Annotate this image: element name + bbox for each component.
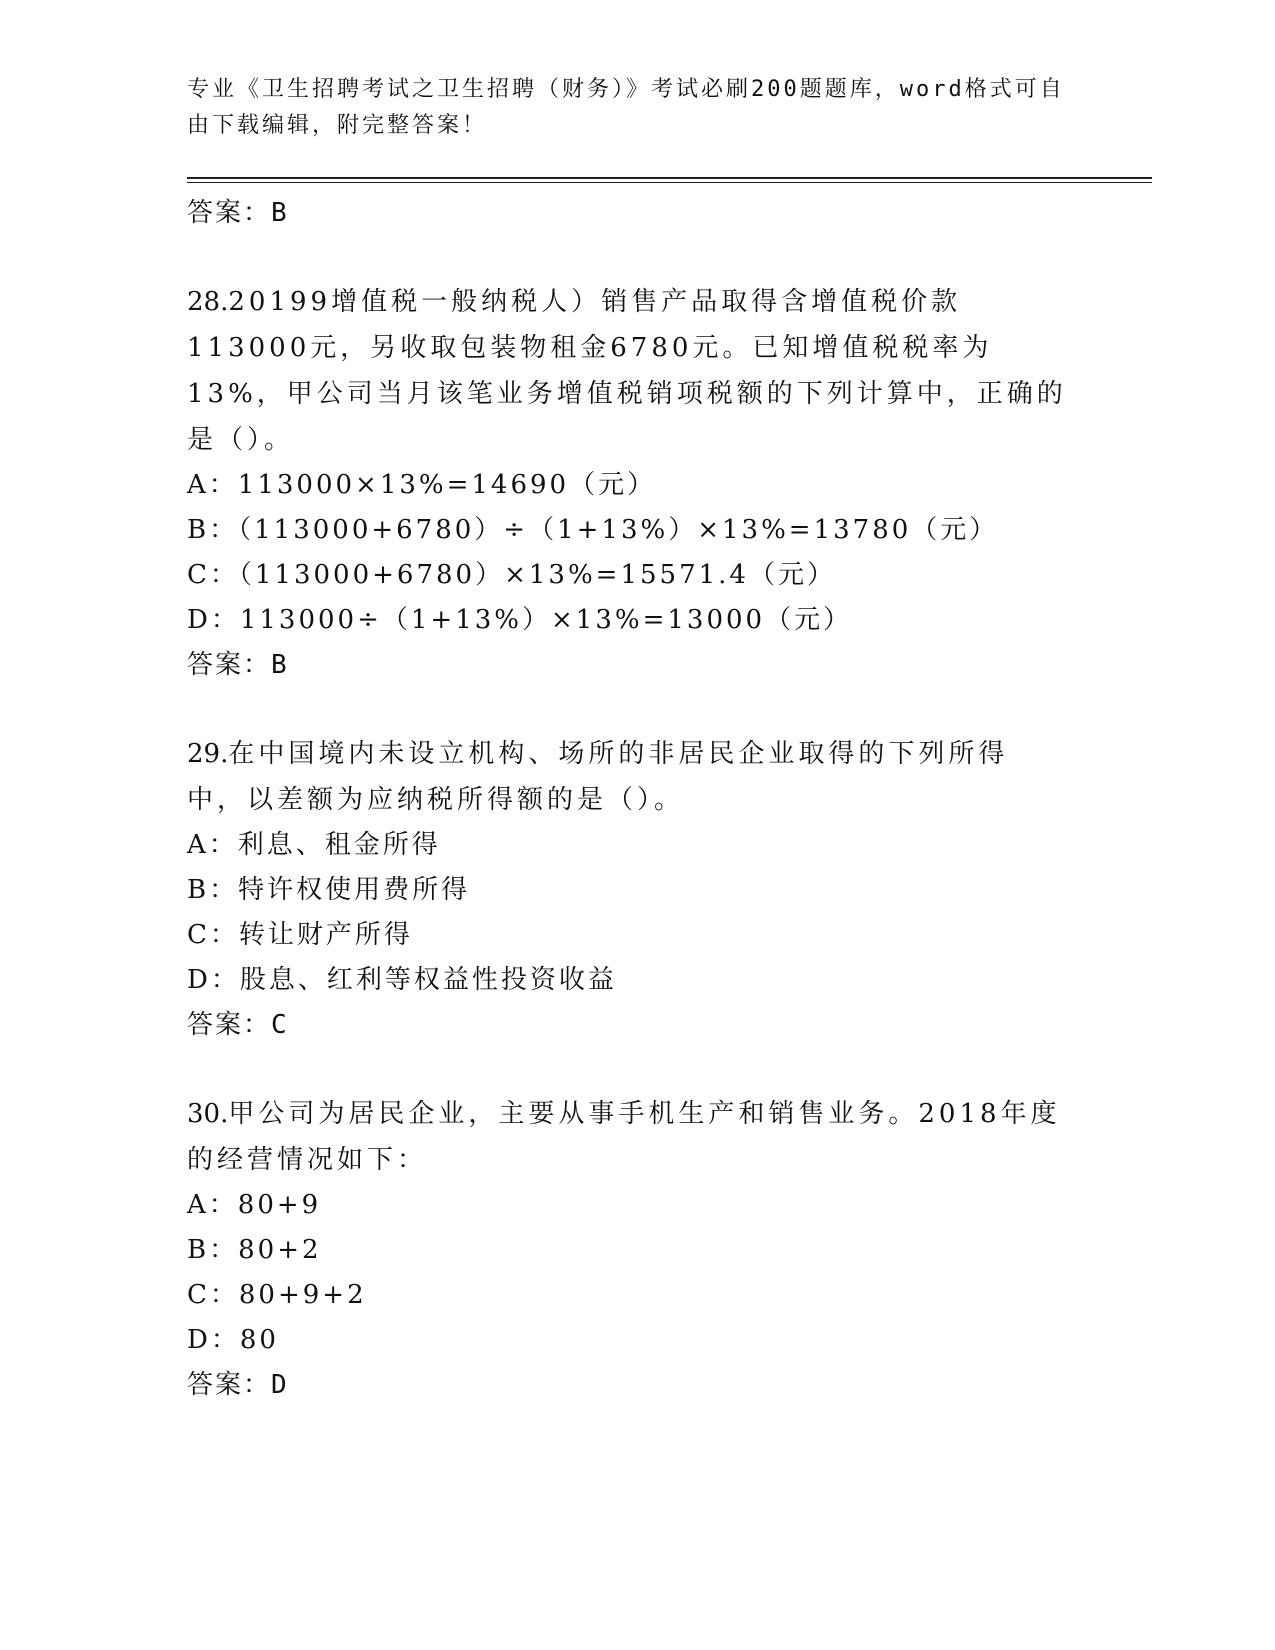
question-body: 在中国境内未设立机构、场所的非居民企业取得的下列所得中，以差额为应纳税所得额的是（）。 [187,739,1009,815]
option-a: A：113000×13%=14690（元） [187,470,657,500]
option-d: D：113000÷（1+13%）×13%=13000（元） [187,605,853,635]
question-number: 29. [187,739,229,769]
document-header [187,72,1067,144]
option-a: A：利息、租金所得 [187,830,441,860]
answer-line: 答案：B [187,650,289,680]
question-30 [187,1091,1087,1407]
option-c: C：80+9+2 [187,1280,367,1310]
answer-line: 答案：B [187,198,289,228]
question-text [187,1091,1067,1183]
header-divider-thin [187,182,1152,183]
option-d: D：股息、红利等权益性投资收益 [187,965,617,995]
answer-line: 答案：D [187,1370,289,1400]
question-body: 甲公司为居民企业，主要从事手机生产和销售业务。2018年度的经营情况如下： [187,1099,1061,1175]
option-b: B：特许权使用费所得 [187,875,471,905]
document-content [187,191,1087,1407]
option-b: B：80+2 [187,1235,322,1265]
question-28 [187,279,1087,687]
question-text [187,731,1067,823]
question-number: 28. [187,287,229,317]
option-c: C：转让财产所得 [187,920,413,950]
question-body: 20199增值税一般纳税人）销售产品取得含增值税价款113000元，另收取包装物租金6780元。已知增值税税率为13%，甲公司当月该笔业务增值税销项税额的下列计算中，正确的是（）。 [187,287,1067,455]
question-number: 30. [187,1099,229,1129]
answer-line: 答案：C [187,1010,289,1040]
option-b: B：（113000+6780）÷（1+13%）×13%=13780（元） [187,515,999,545]
option-c: C：（113000+6780）×13%=15571.4（元） [187,560,836,590]
question-text [187,279,1067,463]
header-divider-thick [187,177,1152,179]
header-line-1: 专业《卫生招聘考试之卫生招聘（财务）》考试必刷200题题库，word格式可自 [187,77,1065,102]
option-a: A：80+9 [187,1190,322,1220]
header-line-2: 由下载编辑，附完整答案！ [187,113,488,138]
option-d: D：80 [187,1325,279,1355]
question-29 [187,731,1087,1047]
